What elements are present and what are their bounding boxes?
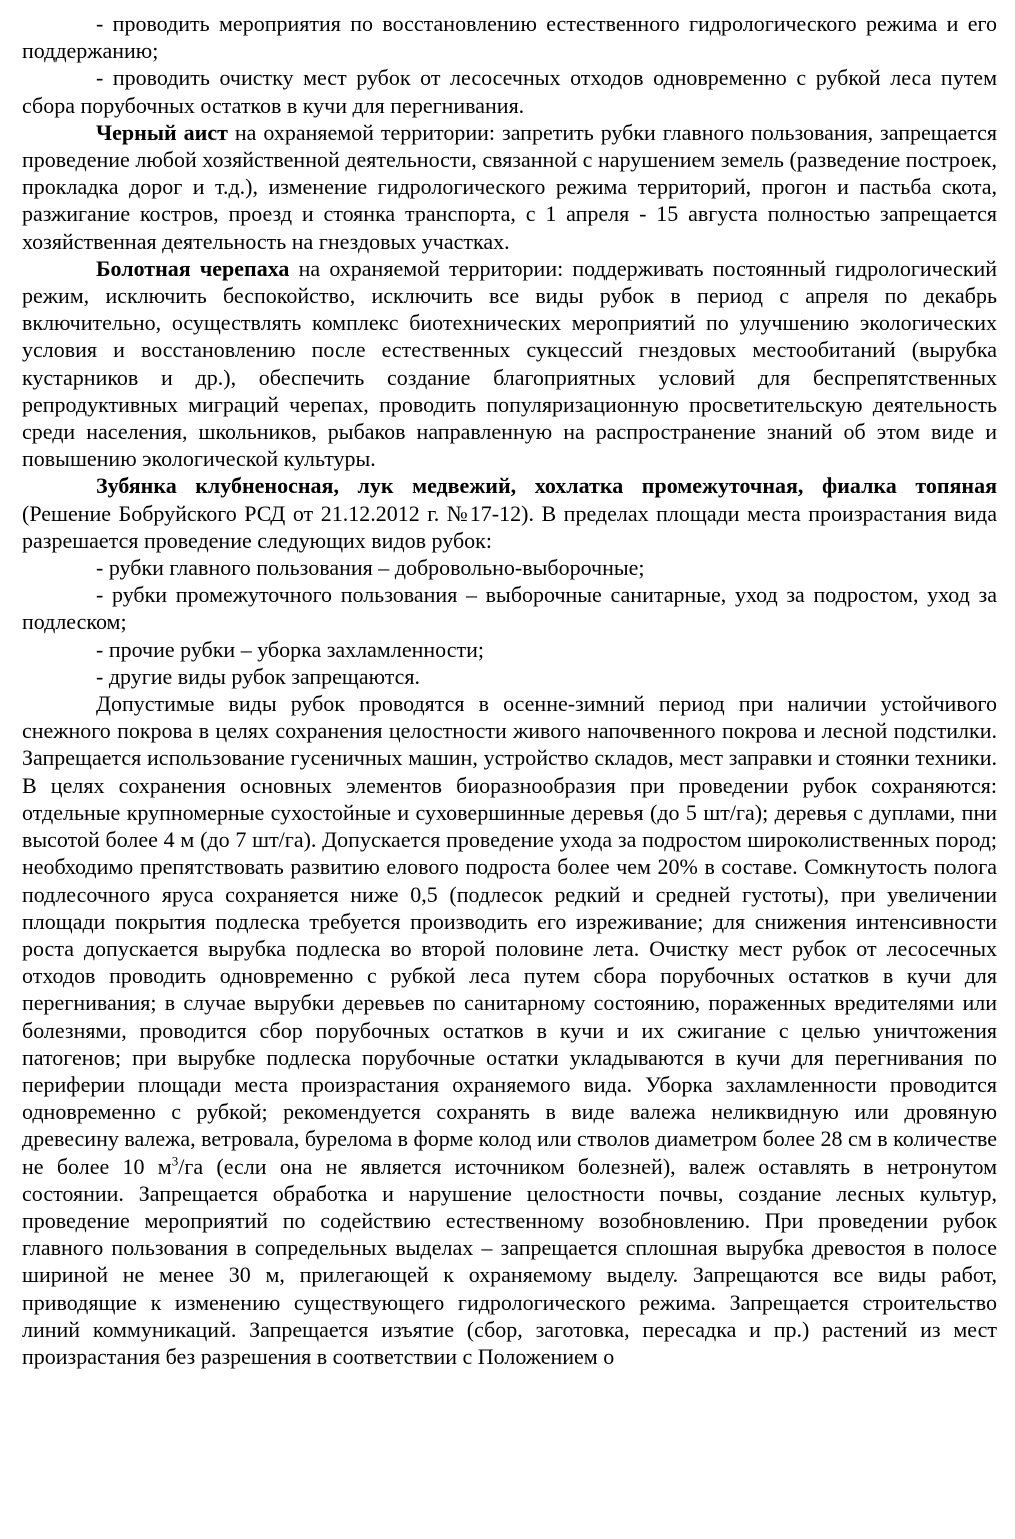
paragraph-black-stork (22, 119, 997, 255)
document-page (0, 10, 1015, 1539)
paragraph-permitted-felling (22, 690, 997, 1370)
paragraph-plants (22, 472, 997, 554)
superscript-cubic: 3 (171, 1153, 179, 1169)
list-item-intermediate-felling: - рубки промежуточного пользования – выборочные санитарные, уход за подростом, уход за подлеском; (22, 582, 997, 635)
heading-pond-turtle: Болотная черепаха (96, 255, 290, 281)
list-item-main-felling: - рубки главного пользования – добровольно-выборочные; (96, 555, 645, 581)
text-permitted-b: /га (если она не является источником болезней), валеж оставлять в нетронутом состоянии. Запрещается обработка и нарушение целостности почвы, создание лесных культур, проведение мероприятий по содействию естественному возобновлению. При проведении рубок главного пользования в сопредельных выделах – запрещается сплошная вырубка древостоя в полосе шириной не менее 30 м, прилегающей к охраняемому выделу. Запрещаются все виды работ, приводящие к изменению существующего гидрологического режима. Запрещается строительство линий коммуникаций. Запрещается изъятие (сбор, заготовка, пересадка и пр.) растений из мест произрастания без разрешения в соответствии с Положением о (22, 1153, 997, 1369)
list-item-prohibited-felling: - другие виды рубок запрещаются. (96, 663, 421, 689)
heading-black-stork: Черный аист (96, 119, 228, 145)
paragraph-cleanup: - проводить очистку мест рубок от лесосечных отходов одновременно с рубкой леса путем сбора порубочных остатков в кучи для перегнивания. (22, 65, 997, 118)
text-plants: (Решение Бобруйского РСД от 21.12.2012 г. №17-12). В пределах площади места произрастания вида разрешается проведение следующих видов рубок: (22, 500, 997, 553)
heading-plants: Зубянка клубненосная, лук медвежий, хохлатка промежуточная, фиалка топяная (96, 473, 997, 499)
list-item-other-felling: - прочие рубки – уборка захламленности; (96, 636, 484, 662)
paragraph-pond-turtle (22, 255, 997, 473)
text-pond-turtle: на охраняемой территории: поддерживать постоянный гидрологический режим, исключить беспокойство, исключить все виды рубок в период с апреля по декабрь включительно, осуществлять комплекс биотехнических мероприятий по улучшению экологических условия и восстановлению после естественных сукцессий гнездовых местообитаний (вырубка кустарников и др.), обеспечить создание благоприятных условий для беспрепятственных репродуктивных миграций черепах, проводить популяризационную просветительскую деятельность среди населения, школьников, рыбаков направленную на распространение знаний об этом виде и повышению экологической культуры. (22, 255, 998, 472)
text-black-stork: на охраняемой территории: запретить рубки главного пользования, запрещается проведение любой хозяйственной деятельности, связанной с нарушением земель (разведение построек, прокладка дорог и т.д.), изменение гидрологического режима территорий, прогон и пастьба скота, разжигание костров, проезд и стоянка транспорта, с 1 апреля - 15 августа полностью запрещается хозяйственная деятельность на гнездовых участках. (22, 119, 997, 254)
paragraph-hydrology: - проводить мероприятия по восстановлению естественного гидрологического режима и его поддержанию; (22, 11, 997, 64)
text-permitted-a: Допустимые виды рубок проводятся в осенне-зимний период при наличии устойчивого снежного покрова в целях сохранения целостности живого напочвенного покрова и лесной подстилки. Запрещается использование гусеничных машин, устройство складов, мест заправки и стоянки техники. В целях сохранения основных элементов биоразнообразия при проведении рубок сохраняются: отдельные крупномерные сухостойные и суховершинные деревья (до 5 шт/га); деревья с дуплами, пни высотой более 4 м (до 7 шт/га). Допускается проведение ухода за подростом широколиственных пород; необходимо препятствовать развитию елового подроста более чем 20% в составе. Сомкнутость полога подлесочного яруса сохраняется ниже 0,5 (подлесок редкий и средней густоты), при увеличении площади покрытия подлеска требуется производить его изреживание; для снижения интенсивности роста допускается вырубка подлеска во второй половине лета. Очистку мест рубок от лесосечных отходов проводить одновременно с рубкой леса путем сбора порубочных остатков в кучи для перегнивания; в случае вырубки деревьев по санитарному состоянию, пораженных вредителями или болезнями, проводится сбор порубочных остатков в кучи и их сжигание с целью уничтожения патогенов; при вырубке подлеска порубочные остатки укладываются в кучи для перегнивания по периферии площади места произрастания охраняемого вида. Уборка захламленности проводится одновременно с рубкой; рекомендуется сохранять в виде валежа неликвидную или дровяную древесину валежа, ветровала, бурелома в форме колод или стволов диаметром более 28 см в количестве не более 10 м (22, 691, 997, 1179)
